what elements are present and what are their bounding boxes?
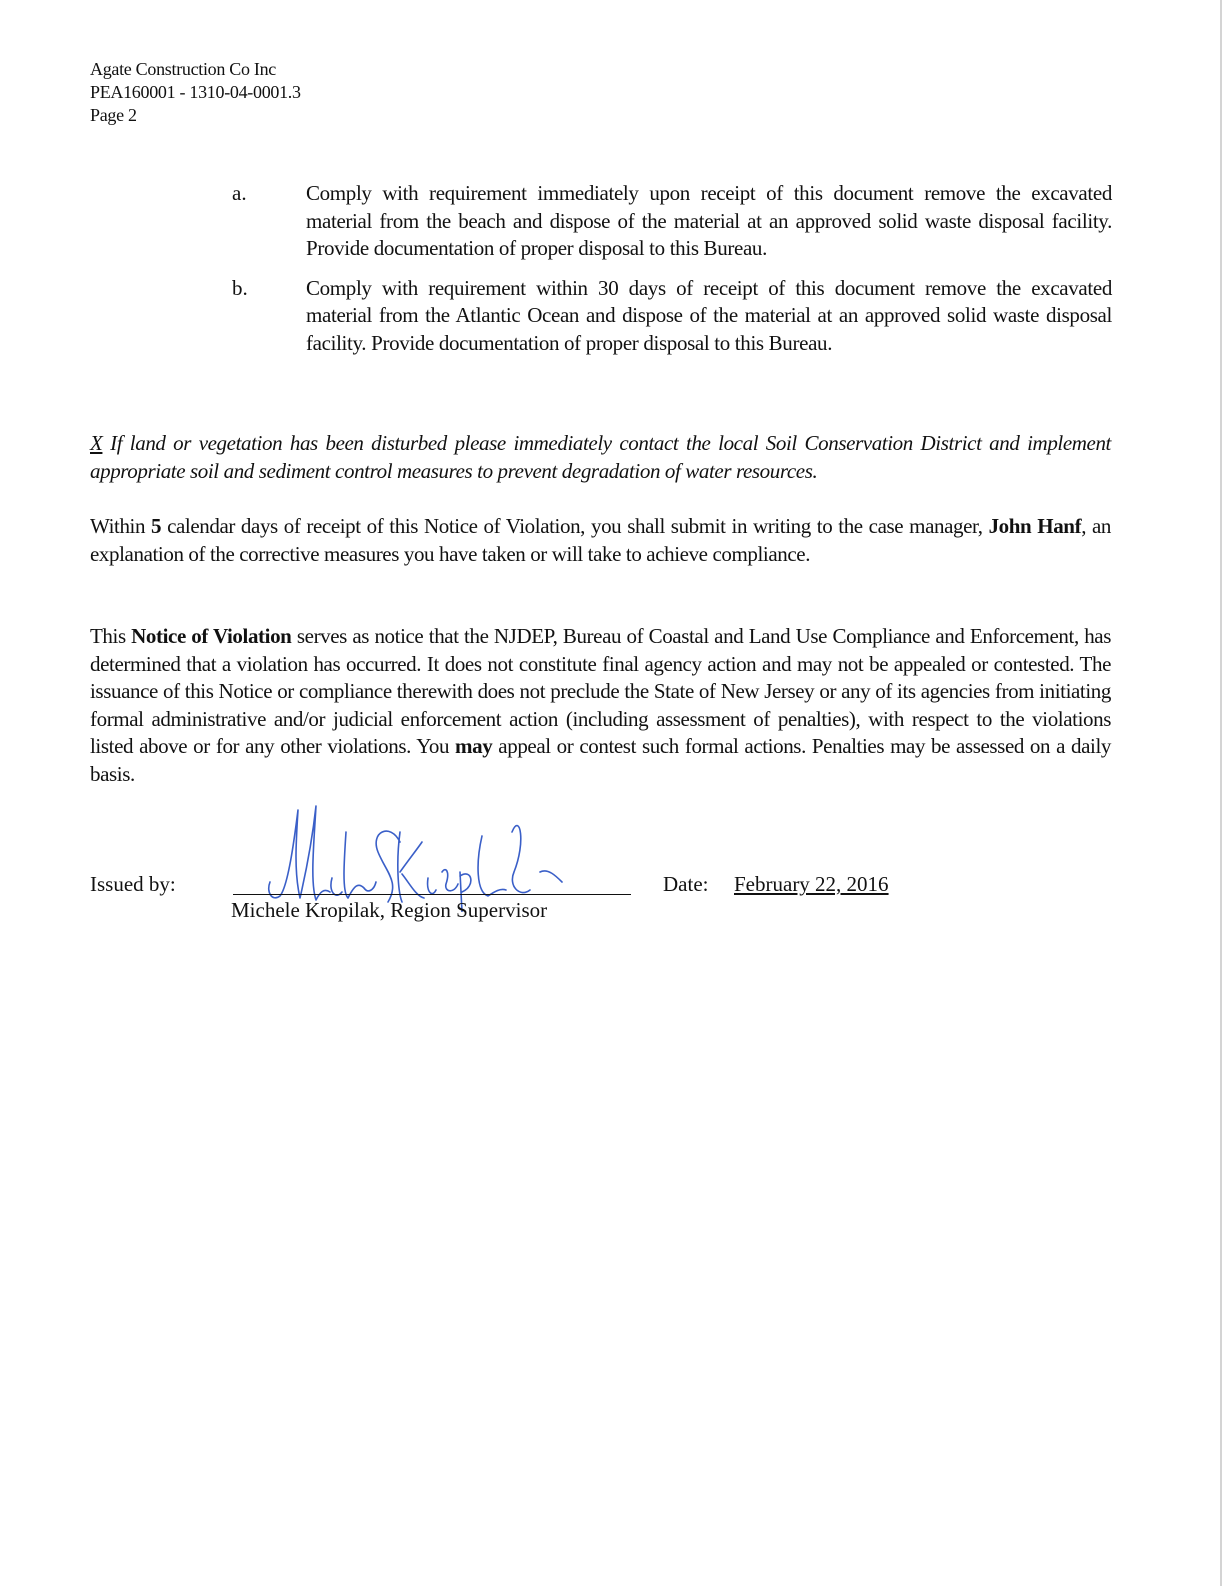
response-paragraph <box>90 513 1111 568</box>
signature-block <box>90 862 1111 932</box>
requirement-item-b <box>232 275 1112 358</box>
item-text: Comply with requirement immediately upon receipt of this document remove the excavated material from the beach and dispose of the material at an approved solid waste disposal facility. Provide documentation of proper disposal to this Bureau. <box>306 181 1112 260</box>
date-value: February 22, 2016 <box>734 872 889 896</box>
company-name: Agate Construction Co Inc <box>90 59 276 79</box>
soil-conservation-notice <box>90 430 1111 485</box>
text-run: appeal or contest such formal actions. Penalties may be assessed on a daily basis. <box>90 734 1111 786</box>
page-edge-shadow <box>1220 0 1222 1586</box>
case-manager-name: John Hanf <box>988 514 1082 538</box>
notice-title: Notice of Violation <box>131 624 292 648</box>
reference-number: PEA160001 - 1310-04-0001.3 <box>90 82 301 102</box>
emphasis-may: may <box>455 734 493 758</box>
requirements-list <box>232 180 1112 369</box>
handwritten-signature-icon <box>250 802 590 912</box>
date-label: Date: <box>663 872 709 896</box>
text-run: serves as notice that the NJDEP, Bureau of Coastal and Land Use Compliance and Enforcement, has determined that a violation has occurred. It does not constitute final agency action and may not be appealed or contested. The issuance of this Notice or compliance therewith does not preclude the State of New Jersey or any of its agencies from initiating formal administrative and/or judicial enforcement action (including assessment of penalties), with respect to the violations listed above or for any other violations. You <box>90 624 1111 758</box>
requirement-item-a <box>232 180 1112 263</box>
letter-header <box>90 58 301 127</box>
soil-notice-text: If land or vegetation has been disturbed please immediately contact the local Soil Conservation District and implement appropriate soil and sediment control measures to prevent degradation of water resources. <box>90 431 1111 483</box>
text-run: calendar days of receipt of this Notice of Violation, you shall submit in writing to the case manager, <box>161 514 989 538</box>
item-marker: b. <box>232 275 248 300</box>
text-run: Within <box>90 514 152 538</box>
issued-by-label: Issued by: <box>90 872 176 896</box>
text-run: This <box>90 624 132 648</box>
response-days: 5 <box>151 514 162 538</box>
notice-paragraph <box>90 623 1111 788</box>
page-number: Page 2 <box>90 105 137 125</box>
item-marker: a. <box>232 181 247 205</box>
signer-name: Michele Kropilak, Region Supervisor <box>231 898 548 922</box>
item-text: Comply with requirement within 30 days of receipt of this document remove the excavated material from the Atlantic Ocean and dispose of the material at an approved solid waste disposal facility. Provide documentation of proper disposal to this Bureau. <box>306 275 1112 355</box>
check-mark: X <box>90 431 103 455</box>
signature-line <box>233 894 631 895</box>
text-run: , an explanation of the corrective measures you have taken or will take to achieve compliance. <box>90 514 1111 566</box>
